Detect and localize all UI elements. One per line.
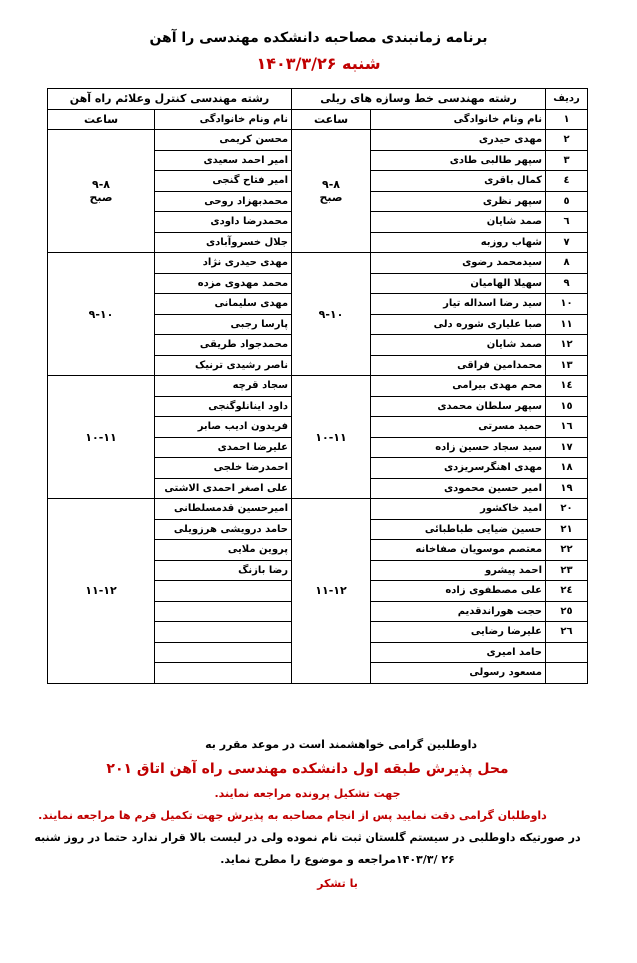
control-candidate-name bbox=[155, 663, 292, 684]
note-line-6: ۲۶ /۱۴۰۳/۳مراجعه و موضوع را مطرح نماید. bbox=[220, 853, 455, 866]
notes bbox=[20, 735, 595, 897]
row-number: ۲۱ bbox=[546, 519, 588, 540]
note-line-2: محل پذیرش طبقه اول دانشکده مهندسی راه آهن اتاق ۲۰۱ bbox=[106, 761, 509, 777]
rail-candidate-name: معتصم موسویان صفاخانه bbox=[371, 540, 546, 561]
row-number: ۱ bbox=[546, 109, 588, 130]
rail-time-slot: ۱۰-۱۱ bbox=[292, 376, 371, 499]
control-candidate-name: پارسا رجبی bbox=[155, 314, 292, 335]
rail-candidate-name: صمد شایان bbox=[371, 212, 546, 233]
rail-name-label: نام ونام خانوادگی bbox=[371, 109, 546, 130]
row-number bbox=[546, 642, 588, 663]
row-number: ۸ bbox=[546, 253, 588, 274]
row-number: ٦ bbox=[546, 212, 588, 233]
row-number: ۱۳ bbox=[546, 355, 588, 376]
rail-candidate-name: سپهر طالبی طادی bbox=[371, 150, 546, 171]
control-candidate-name: مهدی سلیمانی bbox=[155, 294, 292, 315]
control-candidate-name: داود اینانلوگنجی bbox=[155, 396, 292, 417]
control-candidate-name: امیر احمد سعیدی bbox=[155, 150, 292, 171]
control-time-slot: ۱۰-۱۱ bbox=[48, 376, 155, 499]
row-number: ٢٥ bbox=[546, 601, 588, 622]
rail-candidate-name: سپهر سلطان محمدی bbox=[371, 396, 546, 417]
control-time-label: ساعت bbox=[48, 109, 155, 130]
rail-time-label: ساعت bbox=[292, 109, 371, 130]
rail-candidate-name: حسین ضیایی طباطبائی bbox=[371, 519, 546, 540]
row-number: ٢٤ bbox=[546, 581, 588, 602]
rail-time-slot: ۹-۱۰ bbox=[292, 253, 371, 376]
header-row bbox=[48, 89, 588, 110]
control-time-slot: ۹-۸ صبح bbox=[48, 130, 155, 253]
table-row bbox=[48, 499, 588, 520]
control-candidate-name: محمد مهدوی مزده bbox=[155, 273, 292, 294]
control-candidate-name: جلال خسروآبادی bbox=[155, 232, 292, 253]
rail-candidate-name: سپهر نظری bbox=[371, 191, 546, 212]
note-line-4: داوطلبان گرامی دقت نمایید پس از انجام مصاحبه به پذیرش جهت تکمیل فرم ها مراجعه نمایند. bbox=[38, 809, 547, 822]
control-candidate-name bbox=[155, 601, 292, 622]
schedule-table bbox=[47, 88, 588, 684]
table-row bbox=[48, 130, 588, 151]
rail-time-slot: ۹-۸ صبح bbox=[292, 130, 371, 253]
row-number: ۲ bbox=[546, 130, 588, 151]
row-number: ١٧ bbox=[546, 437, 588, 458]
control-candidate-name: علیرضا احمدی bbox=[155, 437, 292, 458]
rail-candidate-name: سیدمحمد رضوی bbox=[371, 253, 546, 274]
control-header: رشته مهندسی کنترل وعلائم راه آهن bbox=[48, 89, 292, 110]
rail-candidate-name: علی مصطفوی زاده bbox=[371, 581, 546, 602]
note-line-3: جهت تشکیل پرونده مراجعه نمایند. bbox=[214, 787, 401, 800]
rail-candidate-name: حمید مسرتی bbox=[371, 417, 546, 438]
control-candidate-name: محمدبهزاد روحی bbox=[155, 191, 292, 212]
control-candidate-name: پروین ملایی bbox=[155, 540, 292, 561]
row-number: ١٦ bbox=[546, 417, 588, 438]
table-row bbox=[48, 109, 588, 130]
control-candidate-name bbox=[155, 642, 292, 663]
row-number: ٧ bbox=[546, 232, 588, 253]
rail-candidate-name: حامد امیری bbox=[371, 642, 546, 663]
table-row bbox=[48, 376, 588, 397]
row-number: ١٩ bbox=[546, 478, 588, 499]
rail-candidate-name: سید رضا اسداله تیار bbox=[371, 294, 546, 315]
control-candidate-name: محسن کریمی bbox=[155, 130, 292, 151]
interview-date: شنبه ۱۴۰۳/۳/۲۶ bbox=[256, 54, 381, 73]
rail-time-slot: ۱۱-۱۲ bbox=[292, 499, 371, 684]
control-candidate-name: امیرحسین قدمسلطانی bbox=[155, 499, 292, 520]
control-candidate-name: احمدرضا خلجی bbox=[155, 458, 292, 479]
rail-candidate-name: امید خاکشور bbox=[371, 499, 546, 520]
control-name-label: نام ونام خانوادگی bbox=[155, 109, 292, 130]
control-candidate-name bbox=[155, 581, 292, 602]
rail-candidate-name: احمد پیشرو bbox=[371, 560, 546, 581]
row-number: ٢٦ bbox=[546, 622, 588, 643]
table-row bbox=[48, 253, 588, 274]
control-candidate-name: سجاد قرچه bbox=[155, 376, 292, 397]
rail-candidate-name: محمدامین فراقی bbox=[371, 355, 546, 376]
row-number bbox=[546, 663, 588, 684]
note-line-1: داوطلبین گرامی خواهشمند است در موعد مقرر به bbox=[205, 738, 477, 751]
rail-candidate-name: امیر حسین محمودی bbox=[371, 478, 546, 499]
control-candidate-name: رضا بازنگ bbox=[155, 560, 292, 581]
control-candidate-name: ناصر رشیدی ترنیک bbox=[155, 355, 292, 376]
rail-candidate-name: محم مهدی بیرامی bbox=[371, 376, 546, 397]
row-number: ١٨ bbox=[546, 458, 588, 479]
control-time-slot: ۹-۱۰ bbox=[48, 253, 155, 376]
row-number: ۲۰ bbox=[546, 499, 588, 520]
rail-candidate-name: مسعود رسولی bbox=[371, 663, 546, 684]
rail-candidate-name: علیرضا رضایی bbox=[371, 622, 546, 643]
control-candidate-name: مهدی حیدری نژاد bbox=[155, 253, 292, 274]
control-candidate-name: محمدرضا داودی bbox=[155, 212, 292, 233]
rail-header: رشته مهندسی خط وسازه های ریلی bbox=[292, 89, 546, 110]
control-time-slot: ۱۱-۱۲ bbox=[48, 499, 155, 684]
control-candidate-name: امیر فتاح گنجی bbox=[155, 171, 292, 192]
rail-candidate-name: شهاب روزبه bbox=[371, 232, 546, 253]
rail-candidate-name: صمد شایان bbox=[371, 335, 546, 356]
note-line-7: با تشکر bbox=[317, 877, 358, 890]
row-number: ١٥ bbox=[546, 396, 588, 417]
row-number: ۲۳ bbox=[546, 560, 588, 581]
row-number: ۹ bbox=[546, 273, 588, 294]
row-number: ۱۱ bbox=[546, 314, 588, 335]
control-candidate-name: محمدجواد طریقی bbox=[155, 335, 292, 356]
rail-candidate-name: مهدی حیدری bbox=[371, 130, 546, 151]
page-title: برنامه زمانبندی مصاحبه دانشکده مهندسی را آهن bbox=[149, 30, 488, 46]
control-candidate-name: فریدون ادیب صابر bbox=[155, 417, 292, 438]
row-number: ۳ bbox=[546, 150, 588, 171]
rail-candidate-name: سهیلا الهامیان bbox=[371, 273, 546, 294]
control-candidate-name: علی اصغر احمدی الاشتی bbox=[155, 478, 292, 499]
row-number: ۲۲ bbox=[546, 540, 588, 561]
rail-candidate-name: مهدی اهنگرسریزدی bbox=[371, 458, 546, 479]
row-number: ۱۰ bbox=[546, 294, 588, 315]
note-line-5: در صورتیکه داوطلبی در سیستم گلستان ثبت نام نموده ولی در لیست بالا قرار ندارد حتما در روز شنبه bbox=[34, 831, 581, 844]
rail-candidate-name: سید سجاد حسین زاده bbox=[371, 437, 546, 458]
control-candidate-name: حامد درویشی هرزویلی bbox=[155, 519, 292, 540]
rail-candidate-name: حجت هوراندقدیم bbox=[371, 601, 546, 622]
rail-candidate-name: صبا علیاری شوره دلی bbox=[371, 314, 546, 335]
rail-candidate-name: کمال باقری bbox=[371, 171, 546, 192]
control-candidate-name bbox=[155, 622, 292, 643]
row-number: ٥ bbox=[546, 191, 588, 212]
schedule-body bbox=[48, 89, 588, 684]
row-number: ٤ bbox=[546, 171, 588, 192]
row-number: ١٤ bbox=[546, 376, 588, 397]
row-number: ۱۲ bbox=[546, 335, 588, 356]
row-number-header: ردیف bbox=[546, 89, 588, 110]
